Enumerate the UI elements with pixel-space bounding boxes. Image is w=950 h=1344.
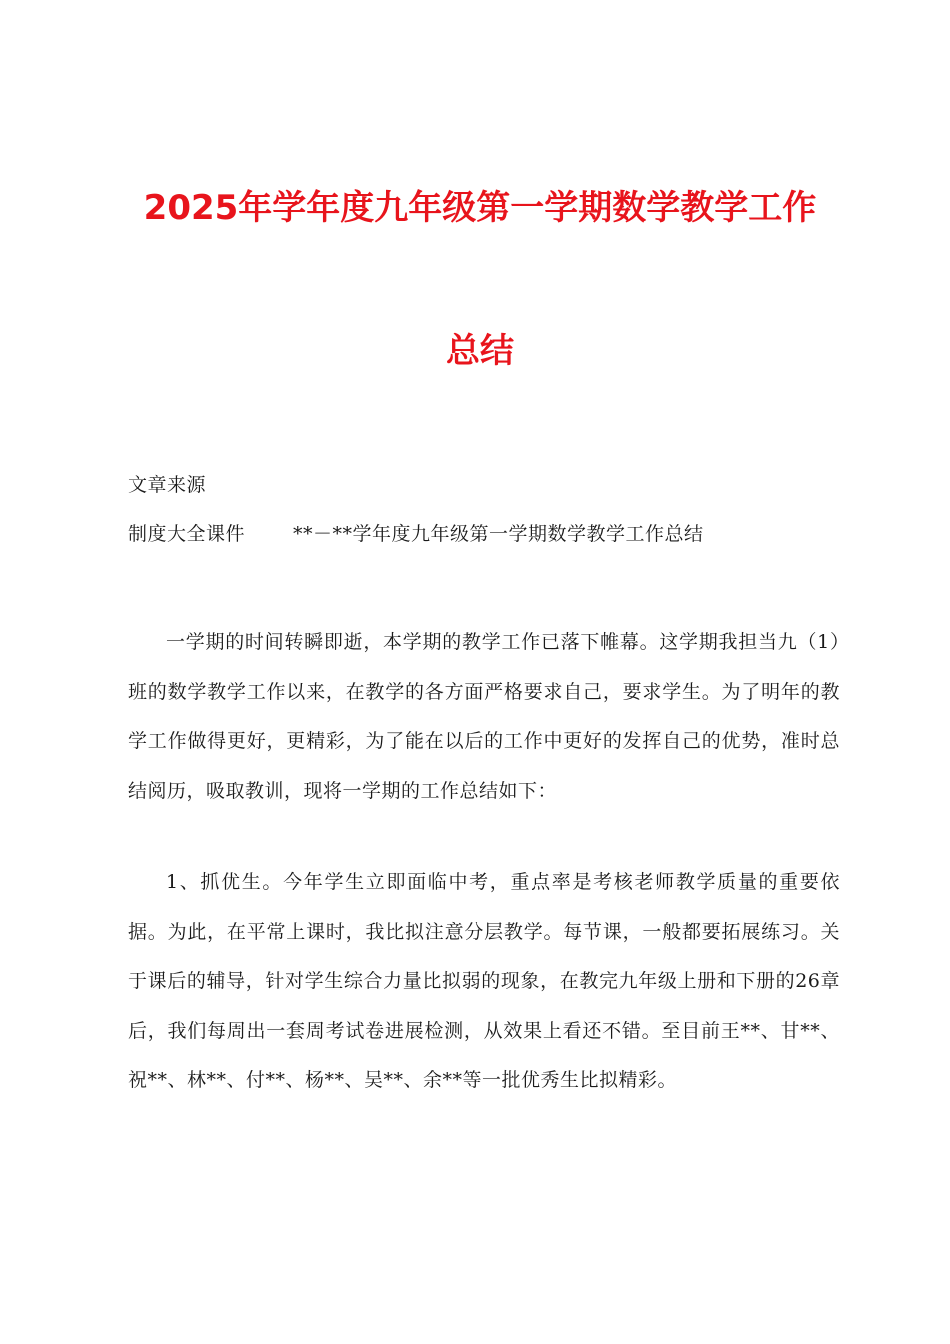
source-label: 文章来源 <box>128 474 207 496</box>
document-subtitle: **－**学年度九年级第一学期数学教学工作总结 <box>293 523 704 545</box>
document-title-line-1: 2025年学年度九年级第一学期数学教学工作 <box>143 188 817 228</box>
document-title-line-2: 总结 <box>446 331 514 371</box>
body-paragraph-intro: 一学期的时间转瞬即逝，本学期的教学工作已落下帷幕。这学期我担当九（1）班的数学教学工作以来，在教学的各方面严格要求自己，要求学生。为了明年的教学工作做得更好，更精彩，为了能在以后的工作中更好的发挥自己的优势，准时总结阅历，吸取教训，现将一学期的工作总结如下： <box>128 631 840 802</box>
category-label: 制度大全课件 <box>128 523 246 545</box>
body-paragraph-item-1: 1、抓优生。今年学生立即面临中考，重点率是考核老师教学质量的重要依据。为此，在平常上课时，我比拟注意分层教学。每节课，一般都要拓展练习。关于课后的辅导，针对学生综合力量比拟弱的现象，在教完九年级上册和下册的26章后，我们每周出一套周考试卷进展检测，从效果上看还不错。至目前王**、甘**、祝**、林**、付**、杨**、吴**、余**等一批优秀生比拟精彩。 <box>128 871 840 1091</box>
category-line <box>128 519 704 549</box>
